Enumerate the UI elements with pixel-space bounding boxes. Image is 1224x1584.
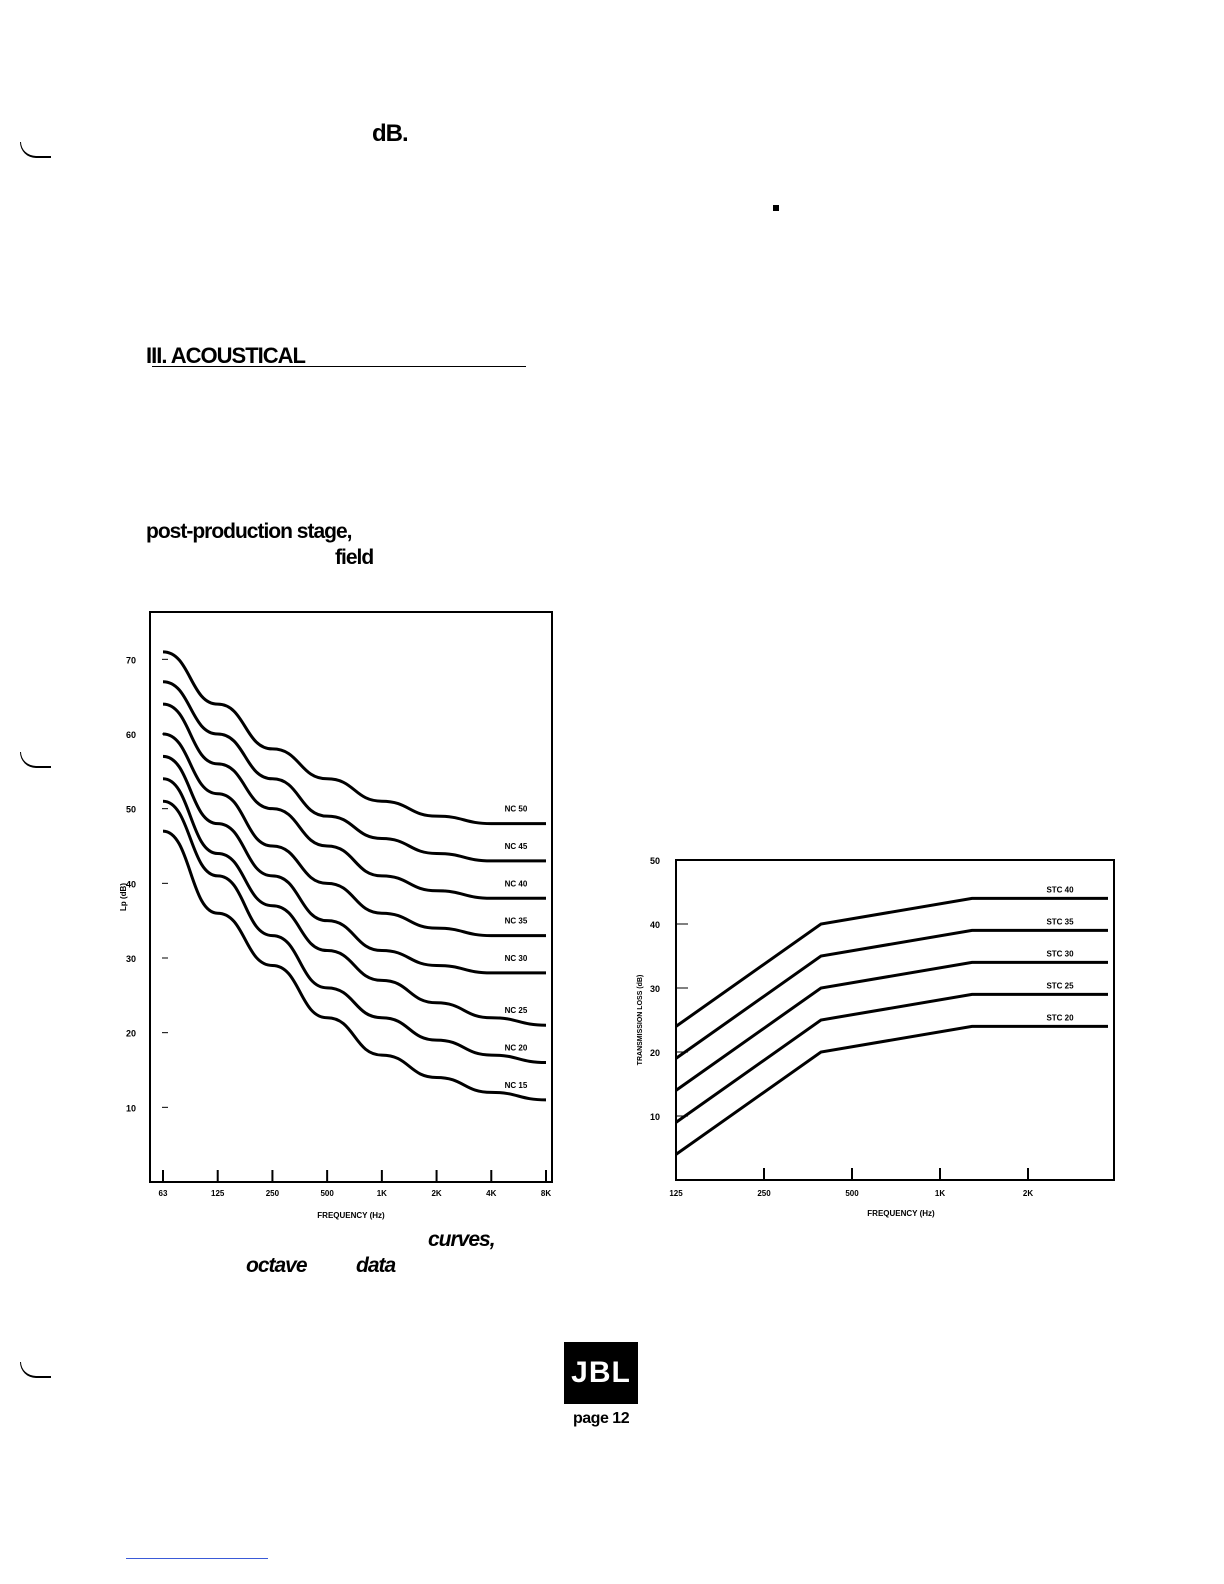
db-text: dB. bbox=[372, 120, 408, 147]
stc-y-tick-label: 30 bbox=[649, 984, 660, 994]
stc-y-tick-label: 40 bbox=[649, 920, 660, 930]
nc-y-tick-label: 50 bbox=[125, 804, 136, 815]
stc-curves-chart bbox=[620, 850, 1130, 1230]
nc-curves-chart bbox=[100, 600, 580, 1230]
nc-y-tick-label: 40 bbox=[125, 879, 136, 890]
stc-x-tick-label: 1K bbox=[934, 1189, 946, 1198]
nc-y-tick-label: 10 bbox=[125, 1103, 136, 1114]
section-heading-rule bbox=[152, 366, 526, 367]
stc-y-axis-label: TRANSMISSION LOSS (dB) bbox=[637, 974, 644, 1066]
stc-x-tick-label: 125 bbox=[669, 1189, 683, 1198]
nc-curve-nc20 bbox=[163, 801, 546, 1062]
nc-x-tick-label: 500 bbox=[320, 1189, 334, 1198]
nc-y-tick-label: 70 bbox=[125, 655, 136, 666]
stc-series-label: STC 20 bbox=[1046, 1013, 1074, 1023]
nc-series-label: NC 45 bbox=[504, 841, 528, 851]
nc-curve-nc25 bbox=[163, 779, 546, 1025]
nc-y-tick-label: 30 bbox=[125, 954, 136, 964]
stray-dot bbox=[773, 205, 779, 211]
section-heading: III. ACOUSTICAL bbox=[146, 343, 305, 368]
stc-y-tick-label: 10 bbox=[649, 1112, 660, 1122]
nc-series-label: NC 50 bbox=[504, 804, 528, 814]
margin-mark-middle bbox=[20, 752, 51, 768]
nc-x-tick-label: 1K bbox=[376, 1189, 387, 1198]
stc-series-label: STC 40 bbox=[1046, 885, 1074, 895]
margin-mark-top bbox=[20, 142, 51, 158]
stc-series-label: STC 35 bbox=[1046, 917, 1074, 927]
caption-data-text: data bbox=[356, 1254, 396, 1277]
nc-series-label: NC 30 bbox=[504, 953, 528, 963]
nc-x-axis-label: FREQUENCY (Hz) bbox=[317, 1211, 385, 1220]
stc-series-label: STC 25 bbox=[1046, 981, 1074, 991]
stc-x-axis-label: FREQUENCY (Hz) bbox=[867, 1209, 935, 1218]
margin-mark-bottom bbox=[20, 1362, 51, 1378]
nc-series-label: NC 20 bbox=[504, 1043, 528, 1053]
nc-x-tick-label: 4K bbox=[486, 1189, 497, 1198]
stc-x-tick-label: 2K bbox=[1022, 1189, 1034, 1198]
nc-x-tick-label: 125 bbox=[211, 1189, 225, 1198]
stc-y-tick-label: 20 bbox=[649, 1048, 660, 1058]
stc-series-label: STC 30 bbox=[1046, 949, 1074, 959]
jbl-logo: JBL bbox=[564, 1342, 638, 1404]
nc-curve-nc45 bbox=[163, 682, 546, 861]
nc-x-tick-label: 2K bbox=[431, 1189, 442, 1198]
nc-x-tick-label: 63 bbox=[158, 1189, 168, 1198]
nc-series-label: NC 35 bbox=[504, 916, 528, 926]
nc-y-axis-label: Lp (dB) bbox=[119, 883, 128, 911]
nc-series-label: NC 25 bbox=[504, 1006, 528, 1016]
nc-series-label: NC 40 bbox=[504, 879, 528, 889]
nc-x-tick-label: 8K bbox=[540, 1189, 552, 1198]
nc-y-tick-label: 60 bbox=[125, 730, 136, 740]
caption-octave-text: octave bbox=[246, 1254, 307, 1277]
field-text: field bbox=[335, 546, 374, 569]
stc-x-tick-label: 500 bbox=[845, 1189, 859, 1198]
nc-curve-nc50 bbox=[163, 652, 546, 824]
nc-x-tick-label: 250 bbox=[265, 1189, 280, 1198]
nc-series-label: NC 15 bbox=[504, 1080, 528, 1090]
bottom-rule bbox=[126, 1558, 268, 1559]
stc-x-tick-label: 250 bbox=[757, 1189, 771, 1198]
stc-y-tick-label: 50 bbox=[649, 856, 660, 866]
nc-y-tick-label: 20 bbox=[125, 1028, 136, 1039]
post-production-text: post-production stage, bbox=[146, 520, 352, 543]
page-number: page 12 bbox=[573, 1410, 630, 1427]
caption-curves-text: curves, bbox=[428, 1228, 495, 1251]
